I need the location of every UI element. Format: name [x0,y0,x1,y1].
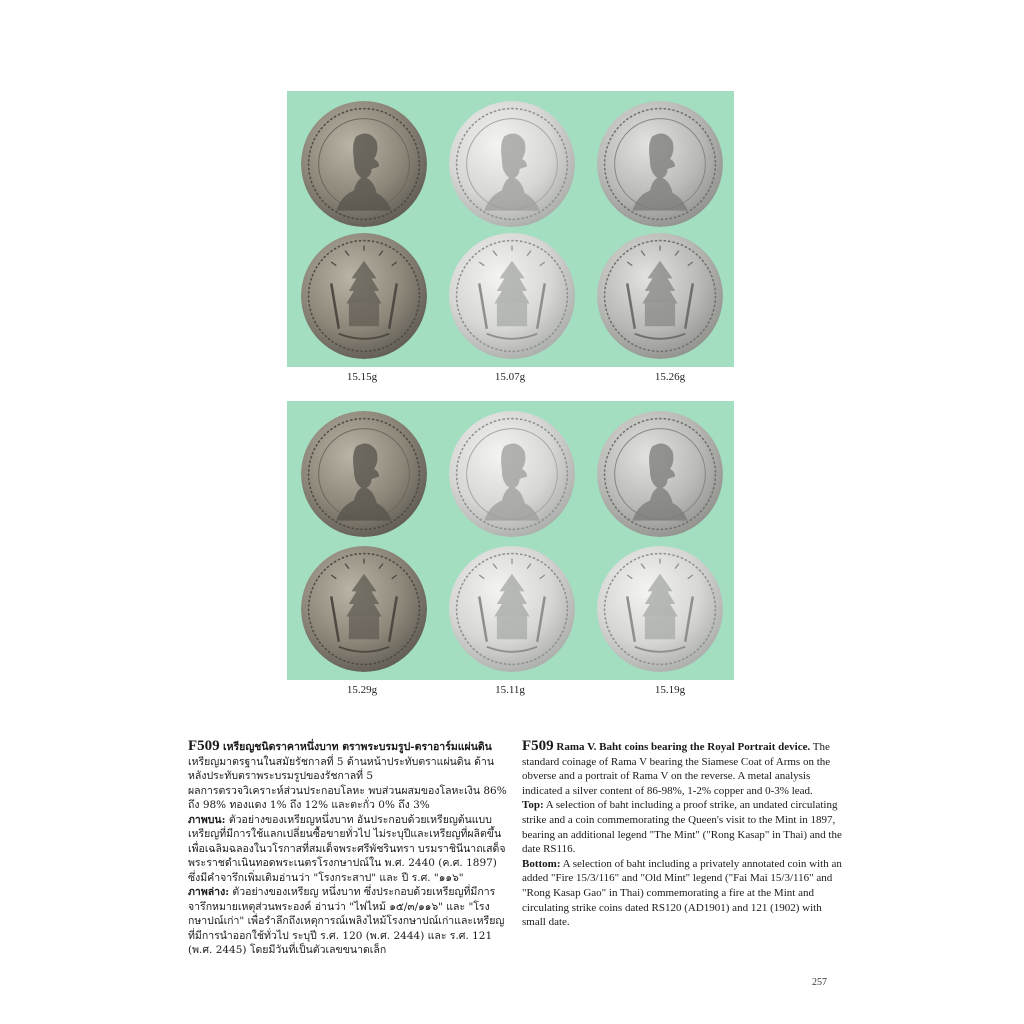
coin-bottom-reverse-1 [301,546,427,672]
coin-bottom-obverse-1 [301,411,427,537]
coin-bottom-reverse-3 [597,546,723,672]
thai-bottom-text: ตัวอย่างของเหรียญ หนึ่งบาท ซึ่งประกอบด้วยเหรียญที่มีการจารึกหมายเหตุส่วนพระองค์ อ่านว่า "ไฟไหม้ ๑๕/๓/๑๑๖" และ "โรงกษาปณ์เก่า" เพื่อรำลึกถึงเหตุการณ์เพลิงไหม้โรงกษาปณ์เก่าและเหรียญที่มีการนำออกใช้ทั่วไป ระบุปี ร.ศ. 120 (พ.ศ. 2444) และ ร.ศ. 121 (พ.ศ. 2445) โดยมีวันที่เป็นตัวเลขขนาดเล็ก [188,886,505,956]
coin-bottom-reverse-2 [449,546,575,672]
weight-bottom-1: 15.29g [346,684,378,696]
english-top-label: Top: [522,799,544,812]
thai-top-text: ตัวอย่างของเหรียญหนึ่งบาท อันประกอบด้วยเหรียญต้นแบบ เหรียญที่มีการใช้แลกเปลี่ยนซื้อขายทั่วไป ไม่ระบุปีและเหรียญที่ผลิตขึ้นเพื่อเฉลิมฉลองในวโรกาสที่สมเด็จพระศรีพัชรินทรา บรมราชินีนาถเสด็จพระราชดำเนินทอดพระเนตรโรงกษาปณ์ใน พ.ศ. 2440 (ค.ศ. 1897) ซึ่งมีคำจารึกเพิ่มเติมอ่านว่า "โรงกระสาป" และ ปี ร.ศ. "๑๑๖" [188,813,506,884]
coin-plate-top [287,91,734,367]
page-number: 257 [812,977,827,988]
english-heading: Rama V. Baht coins bearing the Royal Portrait device. [556,741,811,753]
thai-analysis: ผลการตรวจวิเคราะห์ส่วนประกอบโลหะ พบส่วนผสมของโลหะเงิน 86% ถึง 98% ทองแดง 1% ถึง 12% และตะกั่ว 0% ถึง 3% [188,784,507,811]
english-catalog-code: F509 [522,738,554,754]
weight-top-1: 15.15g [346,371,378,383]
coin-bottom-obverse-3 [597,411,723,537]
thai-caption [188,739,508,958]
weight-bottom-3: 15.19g [654,684,686,696]
coin-plate-bottom [287,401,734,680]
weight-top-2: 15.07g [494,371,526,383]
thai-intro: เหรียญมาตรฐานในสมัยรัชกาลที่ 5 ด้านหน้าประทับตราแผ่นดิน ด้านหลังประทับตราพระบรมรูปของรัชกาลที่ 5 [188,755,495,782]
english-bottom-label: Bottom: [522,857,561,870]
coin-top-reverse-2 [449,233,575,359]
weight-bottom-2: 15.11g [495,684,525,696]
coin-bottom-obverse-2 [449,411,575,537]
weight-top-3: 15.26g [654,371,686,383]
thai-catalog-code: F509 [188,738,220,754]
coin-top-obverse-3 [597,101,723,227]
coin-top-obverse-1 [301,101,427,227]
english-top-text: A selection of baht including a proof strike, an undated circulating strike and a coin commemorating the Queen's visit to the Mint in 1897, bearing an additional legend "The Mint" ("Rong Kasap" in Thai) and the date RS116. [522,799,842,856]
coin-top-reverse-1 [301,233,427,359]
coin-top-obverse-2 [449,101,575,227]
coin-top-reverse-3 [597,233,723,359]
thai-bottom-label: ภาพล่าง: [188,886,230,898]
thai-top-label: ภาพบน: [188,813,226,826]
thai-heading: เหรียญชนิดราคาหนึ่งบาท ตราพระบรมรูป-ตราอาร์มแผ่นดิน [223,741,492,753]
english-intro: The standard coinage of Rama V bearing the Siamese Coat of Arms on the obverse and a portrait of Rama V on the reverse. A metal analysis indicated a silver content of 86-98%, 1-2% copper and 0-3% lead. [522,741,831,797]
english-caption [522,739,842,930]
english-bottom-text: A selection of baht including a privately annotated coin with an added "Fire 15/3/116" and "Old Mint" legend ("Fai Mai 15/3/116" and "Rong Kasap Gao" in Thai) commemorating a fire at the Mint and circulating strike coins dated RS120 (AD1901) and 121 (1902) with small date. [522,857,842,929]
